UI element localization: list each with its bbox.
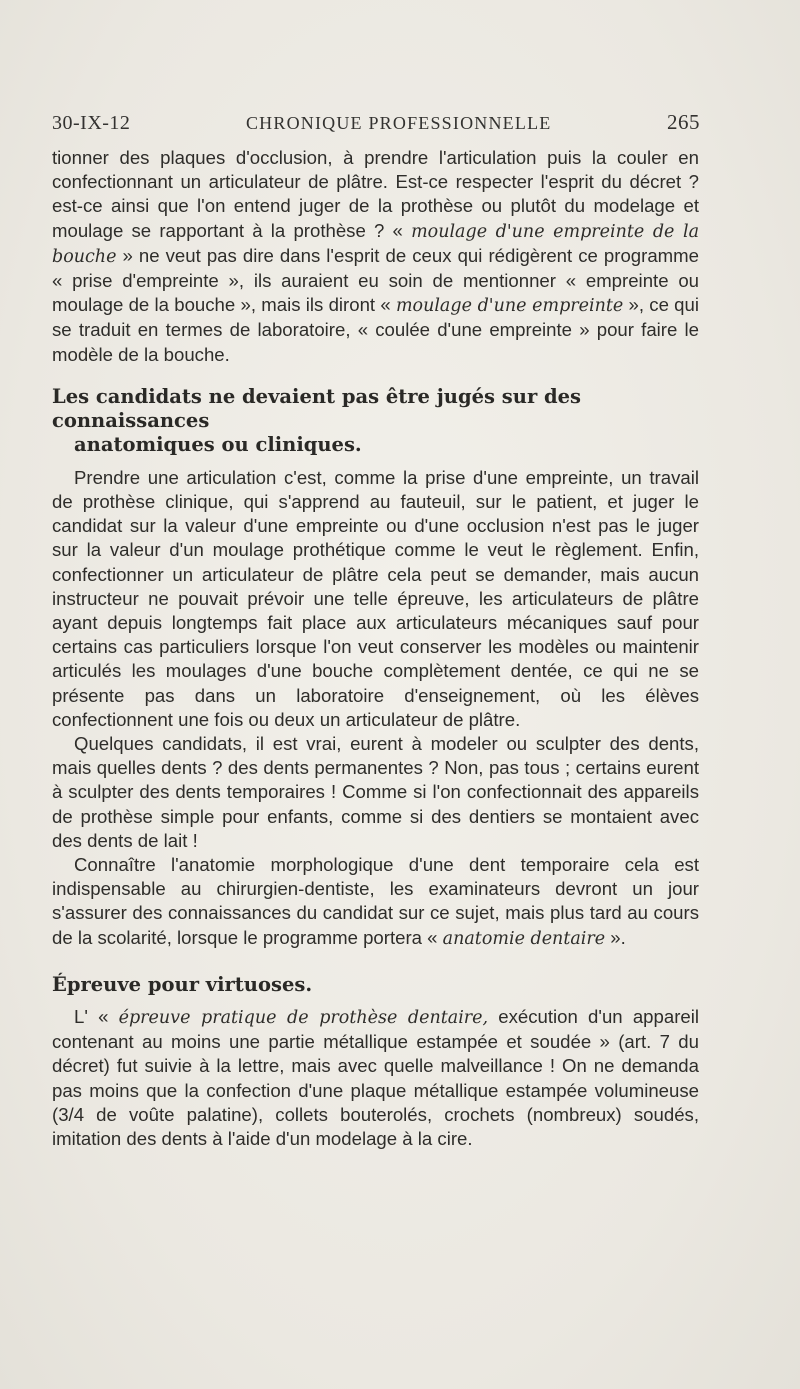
italic-text: anatomie dentaire xyxy=(442,928,606,949)
text-run: L' « xyxy=(74,1005,119,1027)
section-heading-candidats xyxy=(52,385,699,457)
header-date: 30-IX-12 xyxy=(52,112,131,134)
paragraph-anatomie xyxy=(52,853,699,951)
paragraph-articulation: Prendre une articulation c'est, comme la prise d'une empreinte, un travail de prothèse clinique, qui s'apprend au fauteuil, sur le patient, et juger le candidat sur la valeur d'une empreinte ou d'une occlusion n'est pas le juger sur la valeur d'un moulage prothétique comme le veut le règlement. Enfin, confectionner un articulateur de plâtre cela peut se demander, mais aucun instructeur ne pouvait prévoir une telle épreuve, les articulateurs de plâtre ayant depuis longtemps fait place aux articulateurs mécaniques sauf pour certains cas particuliers lorsque l'on veut conserver les modèles ou maintenir articulés les moulages d'une bouche complètement dentée, ce qui ne se présente pas dans un laboratoire d'enseignement, où les élèves confectionnent une fois ou deux un articulateur de plâtre. xyxy=(52,466,699,730)
header-title: CHRONIQUE PROFESSIONNELLE xyxy=(245,113,552,133)
text-run: Connaître l'anatomie morphologique d'une dent temporaire cela est indispensable au chirurgien-dentiste, les examinateurs devront un jour s'assurer des connaissances du candidat sur ce sujet, mais plus tard au cours de la scolarité, lorsque le programme portera « xyxy=(52,854,699,948)
italic-text: moulage d'une empreinte de la bouche xyxy=(52,221,700,267)
page-body xyxy=(52,146,699,1151)
italic-text: épreuve pratique de prothèse dentaire, xyxy=(118,1007,489,1028)
page-number: 265 xyxy=(666,110,700,134)
paragraph-continued xyxy=(52,146,699,367)
heading-line: Les candidats ne devaient pas être jugés sur des connaissances xyxy=(52,384,582,432)
italic-text: moulage d'une empreinte xyxy=(395,296,624,317)
text-run: », ce qui se traduit en termes de laboratoire, « coulée d'une empreinte » pour faire le modèle de la bouche. xyxy=(52,294,699,365)
section-heading-virtuoses: Épreuve pour virtuoses. xyxy=(52,972,313,996)
text-run: » ne veut pas dire dans l'esprit de ceux qui rédigèrent ce programme « prise d'empreinte », ils auraient eu soin de mentionner « empreinte ou moulage de la bouche », mais ils diront « xyxy=(52,244,699,316)
text-run: exécution d'un appareil contenant au moins une partie métallique estampée et soudée » (art. 7 du décret) fut suivie à la lettre, mais avec quelle malveillance ! On ne demanda pas moins que la confection d'une plaque métallique estampée volumineuse (3/4 de voûte palatine), collets bouterolés, crochets (nombreux) soudés, imitation des dents à l'aide d'un modelage à la cire. xyxy=(52,1005,699,1149)
text-run: tionner des plaques d'occlusion, à prendre l'articulation puis la couler en confectionnant un articulateur de plâtre. Est-ce respecter l'esprit du décret ? est-ce ainsi que l'on entend juger de la prothèse ou plutôt du modelage et moulage se rapportant à la prothèse ? « xyxy=(52,147,699,241)
heading-line: anatomiques ou cliniques. xyxy=(74,432,362,456)
paragraph-epreuve xyxy=(52,1005,699,1151)
paragraph-dents: Quelques candidats, il est vrai, eurent à modeler ou sculpter des dents, mais quelles dents ? des dents permanentes ? Non, pas tous ; certains eurent à sculpter des dents temporaires ! Comme si l'on confectionnait des appareils de prothèse simple pour enfants, comme si des dentiers se montaient avec des dents de lait ! xyxy=(52,733,699,851)
text-run: ». xyxy=(605,926,626,948)
running-head xyxy=(52,110,700,136)
